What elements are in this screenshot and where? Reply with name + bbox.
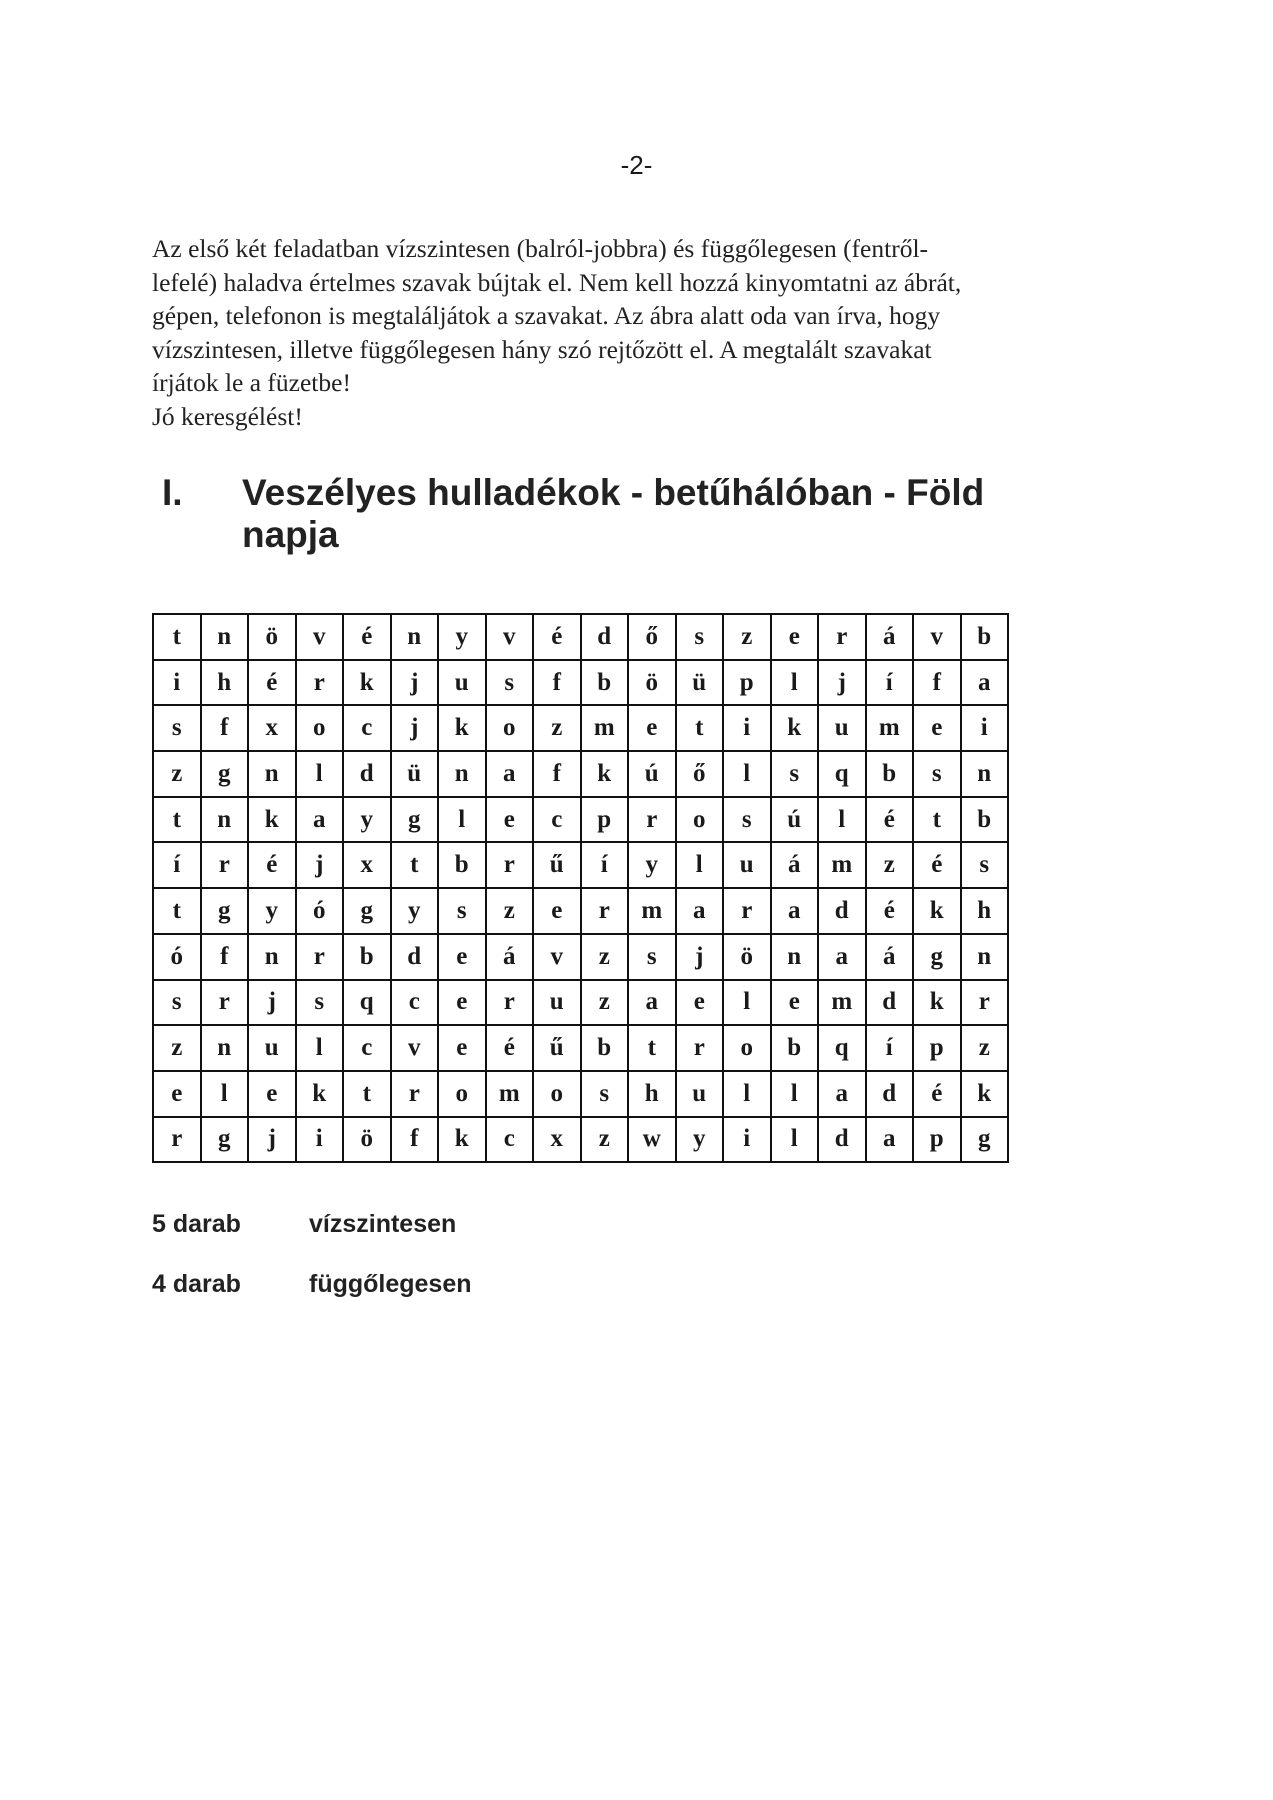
grid-row: [153, 614, 1008, 660]
grid-cell: n: [248, 751, 296, 797]
grid-cell: t: [628, 1025, 676, 1071]
grid-cell: j: [676, 934, 724, 980]
grid-row: [153, 751, 1008, 797]
grid-row: [153, 888, 1008, 934]
grid-cell: é: [913, 1071, 961, 1117]
grid-cell: b: [581, 1025, 629, 1071]
grid-row: [153, 797, 1008, 843]
grid-cell: z: [866, 842, 914, 888]
grid-cell: l: [723, 1071, 771, 1117]
grid-cell: z: [581, 980, 629, 1026]
grid-cell: y: [628, 842, 676, 888]
word-search-grid: [152, 613, 1009, 1163]
grid-cell: m: [818, 980, 866, 1026]
grid-cell: q: [343, 980, 391, 1026]
grid-cell: e: [771, 980, 819, 1026]
grid-cell: b: [771, 1025, 819, 1071]
grid-cell: f: [201, 705, 249, 751]
grid-row: [153, 842, 1008, 888]
grid-cell: f: [913, 660, 961, 706]
instructions-line: lefelé) haladva értelmes szavak bújtak el. Nem kell hozzá kinyomtatni az ábrát,: [152, 267, 962, 297]
grid-cell: y: [676, 1117, 724, 1163]
grid-cell: s: [153, 980, 201, 1026]
grid-cell: r: [201, 980, 249, 1026]
grid-cell: k: [343, 660, 391, 706]
grid-cell: t: [153, 797, 201, 843]
instructions-line: írjátok le a füzetbe!: [152, 368, 351, 397]
grid-cell: p: [581, 797, 629, 843]
grid-cell: s: [438, 888, 486, 934]
grid-cell: z: [581, 934, 629, 980]
grid-cell: s: [913, 751, 961, 797]
grid-cell: é: [248, 660, 296, 706]
grid-cell: j: [391, 660, 439, 706]
count-direction: vízszintesen: [309, 1210, 457, 1238]
grid-cell: ö: [248, 614, 296, 660]
grid-row: [153, 1117, 1008, 1163]
grid-cell: r: [676, 1025, 724, 1071]
section-number: I.: [162, 472, 183, 513]
grid-cell: m: [581, 705, 629, 751]
grid-cell: b: [961, 797, 1009, 843]
grid-cell: z: [533, 705, 581, 751]
page-number: [0, 150, 1273, 181]
grid-cell: q: [818, 1025, 866, 1071]
grid-cell: l: [771, 660, 819, 706]
grid-cell: x: [533, 1117, 581, 1163]
grid-cell: k: [913, 888, 961, 934]
grid-cell: s: [676, 614, 724, 660]
grid-cell: n: [961, 934, 1009, 980]
grid-cell: r: [818, 614, 866, 660]
grid-cell: o: [723, 1025, 771, 1071]
grid-cell: j: [391, 705, 439, 751]
grid-cell: e: [248, 1071, 296, 1117]
grid-cell: s: [486, 660, 534, 706]
grid-cell: m: [866, 705, 914, 751]
grid-cell: t: [676, 705, 724, 751]
grid-cell: í: [153, 842, 201, 888]
grid-cell: r: [961, 980, 1009, 1026]
grid-cell: g: [343, 888, 391, 934]
grid-cell: n: [771, 934, 819, 980]
grid-cell: ú: [628, 751, 676, 797]
grid-cell: o: [486, 705, 534, 751]
grid-row: [153, 1071, 1008, 1117]
grid-cell: l: [296, 1025, 344, 1071]
grid-cell: f: [533, 660, 581, 706]
grid-cell: k: [913, 980, 961, 1026]
grid-cell: i: [153, 660, 201, 706]
instructions-paragraph: [152, 232, 1132, 433]
grid-cell: á: [486, 934, 534, 980]
grid-cell: b: [581, 660, 629, 706]
grid-cell: í: [866, 660, 914, 706]
grid-cell: z: [581, 1117, 629, 1163]
grid-cell: é: [248, 842, 296, 888]
grid-cell: r: [296, 660, 344, 706]
grid-cell: l: [723, 980, 771, 1026]
grid-cell: e: [486, 797, 534, 843]
grid-cell: b: [866, 751, 914, 797]
grid-cell: b: [961, 614, 1009, 660]
grid-cell: l: [771, 1071, 819, 1117]
grid-cell: r: [486, 980, 534, 1026]
grid-cell: r: [391, 1071, 439, 1117]
grid-cell: x: [343, 842, 391, 888]
grid-cell: u: [533, 980, 581, 1026]
grid-cell: t: [391, 842, 439, 888]
grid-cell: t: [153, 614, 201, 660]
grid-cell: y: [391, 888, 439, 934]
grid-cell: ó: [153, 934, 201, 980]
grid-cell: ű: [533, 842, 581, 888]
grid-cell: r: [486, 842, 534, 888]
grid-row: [153, 980, 1008, 1026]
grid-cell: a: [818, 934, 866, 980]
grid-cell: t: [913, 797, 961, 843]
grid-cell: r: [201, 842, 249, 888]
grid-cell: d: [581, 614, 629, 660]
grid-cell: ü: [676, 660, 724, 706]
grid-cell: s: [723, 797, 771, 843]
grid-cell: e: [438, 934, 486, 980]
count-direction: függőlegesen: [309, 1270, 472, 1298]
grid-cell: e: [533, 888, 581, 934]
grid-cell: í: [866, 1025, 914, 1071]
grid-cell: l: [818, 797, 866, 843]
grid-cell: m: [486, 1071, 534, 1117]
grid-cell: j: [248, 1117, 296, 1163]
grid-cell: a: [486, 751, 534, 797]
grid-cell: f: [201, 934, 249, 980]
grid-cell: s: [296, 980, 344, 1026]
count-amount: 4 darab: [152, 1270, 241, 1298]
section-title: Veszélyes hulladékok - betűhálóban - Föld napja: [242, 472, 985, 555]
grid-cell: n: [391, 614, 439, 660]
grid-cell: f: [391, 1117, 439, 1163]
grid-cell: d: [818, 888, 866, 934]
grid-cell: n: [201, 614, 249, 660]
grid-cell: k: [438, 1117, 486, 1163]
grid-cell: a: [818, 1071, 866, 1117]
grid-cell: g: [201, 888, 249, 934]
grid-cell: e: [438, 1025, 486, 1071]
grid-cell: á: [771, 842, 819, 888]
grid-cell: s: [153, 705, 201, 751]
grid-cell: ö: [723, 934, 771, 980]
grid-row: [153, 705, 1008, 751]
grid-cell: s: [581, 1071, 629, 1117]
grid-cell: k: [581, 751, 629, 797]
grid-cell: i: [961, 705, 1009, 751]
grid-cell: d: [391, 934, 439, 980]
grid-cell: b: [438, 842, 486, 888]
grid-cell: í: [581, 842, 629, 888]
grid-cell: c: [343, 705, 391, 751]
grid-cell: e: [913, 705, 961, 751]
grid-cell: t: [343, 1071, 391, 1117]
grid-cell: p: [913, 1025, 961, 1071]
grid-cell: a: [961, 660, 1009, 706]
grid-cell: k: [248, 797, 296, 843]
grid-cell: r: [153, 1117, 201, 1163]
grid-cell: s: [628, 934, 676, 980]
grid-cell: u: [818, 705, 866, 751]
instructions-line: Az első két feladatban vízszintesen (balról-jobbra) és függőlegesen (fentről-: [152, 234, 929, 263]
grid-cell: n: [961, 751, 1009, 797]
grid-cell: a: [628, 980, 676, 1026]
grid-cell: á: [866, 614, 914, 660]
grid-cell: ő: [628, 614, 676, 660]
grid-cell: r: [296, 934, 344, 980]
grid-cell: e: [438, 980, 486, 1026]
grid-cell: y: [248, 888, 296, 934]
grid-cell: k: [771, 705, 819, 751]
grid-cell: u: [248, 1025, 296, 1071]
grid-cell: a: [676, 888, 724, 934]
grid-cell: a: [296, 797, 344, 843]
grid-cell: i: [296, 1117, 344, 1163]
grid-cell: p: [723, 660, 771, 706]
grid-cell: a: [771, 888, 819, 934]
grid-cell: g: [201, 1117, 249, 1163]
grid-cell: c: [533, 797, 581, 843]
grid-cell: s: [771, 751, 819, 797]
grid-row: [153, 660, 1008, 706]
grid-cell: l: [723, 751, 771, 797]
grid-cell: e: [676, 980, 724, 1026]
instructions-line: Jó keresgélést!: [152, 401, 303, 431]
grid-cell: l: [771, 1117, 819, 1163]
grid-cell: j: [296, 842, 344, 888]
grid-cell: o: [533, 1071, 581, 1117]
grid-cell: r: [628, 797, 676, 843]
grid-cell: j: [818, 660, 866, 706]
grid-cell: ö: [628, 660, 676, 706]
grid-cell: n: [201, 797, 249, 843]
grid-cell: d: [818, 1117, 866, 1163]
grid-cell: j: [248, 980, 296, 1026]
grid-cell: k: [961, 1071, 1009, 1117]
page-number-text: -2-: [620, 150, 653, 180]
grid-cell: z: [486, 888, 534, 934]
grid-cell: n: [248, 934, 296, 980]
grid-cell: c: [486, 1117, 534, 1163]
grid-cell: v: [913, 614, 961, 660]
grid-cell: é: [486, 1025, 534, 1071]
grid-cell: z: [153, 1025, 201, 1071]
grid-cell: m: [628, 888, 676, 934]
grid-cell: ű: [533, 1025, 581, 1071]
grid-cell: h: [201, 660, 249, 706]
grid-cell: é: [866, 797, 914, 843]
grid-cell: é: [533, 614, 581, 660]
grid-cell: k: [438, 705, 486, 751]
grid-cell: u: [723, 842, 771, 888]
grid-cell: e: [153, 1071, 201, 1117]
grid-cell: g: [913, 934, 961, 980]
grid-row: [153, 1025, 1008, 1071]
grid-cell: ő: [676, 751, 724, 797]
grid-cell: u: [438, 660, 486, 706]
grid-cell: y: [438, 614, 486, 660]
grid-cell: l: [296, 751, 344, 797]
count-amount: 5 darab: [152, 1210, 241, 1238]
grid-cell: o: [438, 1071, 486, 1117]
grid-cell: v: [533, 934, 581, 980]
grid-cell: h: [628, 1071, 676, 1117]
grid-cell: l: [201, 1071, 249, 1117]
grid-cell: o: [296, 705, 344, 751]
grid-cell: é: [913, 842, 961, 888]
grid-cell: a: [866, 1117, 914, 1163]
grid-cell: s: [961, 842, 1009, 888]
grid-cell: i: [723, 1117, 771, 1163]
grid-cell: n: [438, 751, 486, 797]
grid-cell: ü: [391, 751, 439, 797]
grid-cell: w: [628, 1117, 676, 1163]
grid-cell: i: [723, 705, 771, 751]
grid-row: [153, 934, 1008, 980]
grid-cell: z: [961, 1025, 1009, 1071]
grid-cell: u: [676, 1071, 724, 1117]
grid-cell: b: [343, 934, 391, 980]
grid-cell: c: [391, 980, 439, 1026]
grid-cell: ó: [296, 888, 344, 934]
grid-cell: o: [676, 797, 724, 843]
grid-cell: v: [296, 614, 344, 660]
grid-cell: v: [486, 614, 534, 660]
grid-cell: z: [153, 751, 201, 797]
grid-cell: e: [628, 705, 676, 751]
grid-cell: x: [248, 705, 296, 751]
grid-cell: z: [723, 614, 771, 660]
grid-cell: q: [818, 751, 866, 797]
grid-cell: n: [201, 1025, 249, 1071]
instructions-line: gépen, telefonon is megtaláljátok a szavakat. Az ábra alatt oda van írva, hogy: [152, 301, 941, 330]
grid-cell: é: [343, 614, 391, 660]
instructions-line: vízszintesen, illetve függőlegesen hány szó rejtőzött el. A megtalált szavakat: [152, 334, 932, 364]
grid-cell: k: [296, 1071, 344, 1117]
grid-cell: y: [343, 797, 391, 843]
grid-cell: g: [201, 751, 249, 797]
grid-cell: v: [391, 1025, 439, 1071]
grid-cell: c: [343, 1025, 391, 1071]
grid-cell: l: [676, 842, 724, 888]
grid-cell: d: [866, 1071, 914, 1117]
grid-cell: m: [818, 842, 866, 888]
grid-cell: e: [771, 614, 819, 660]
grid-cell: á: [866, 934, 914, 980]
grid-cell: ö: [343, 1117, 391, 1163]
grid-cell: r: [723, 888, 771, 934]
grid-cell: t: [153, 888, 201, 934]
grid-cell: g: [391, 797, 439, 843]
grid-cell: d: [343, 751, 391, 797]
grid-cell: f: [533, 751, 581, 797]
grid-cell: g: [961, 1117, 1009, 1163]
grid-cell: l: [438, 797, 486, 843]
grid-cell: h: [961, 888, 1009, 934]
grid-cell: é: [866, 888, 914, 934]
grid-cell: p: [913, 1117, 961, 1163]
grid-cell: d: [866, 980, 914, 1026]
grid-cell: r: [581, 888, 629, 934]
grid-cell: ú: [771, 797, 819, 843]
